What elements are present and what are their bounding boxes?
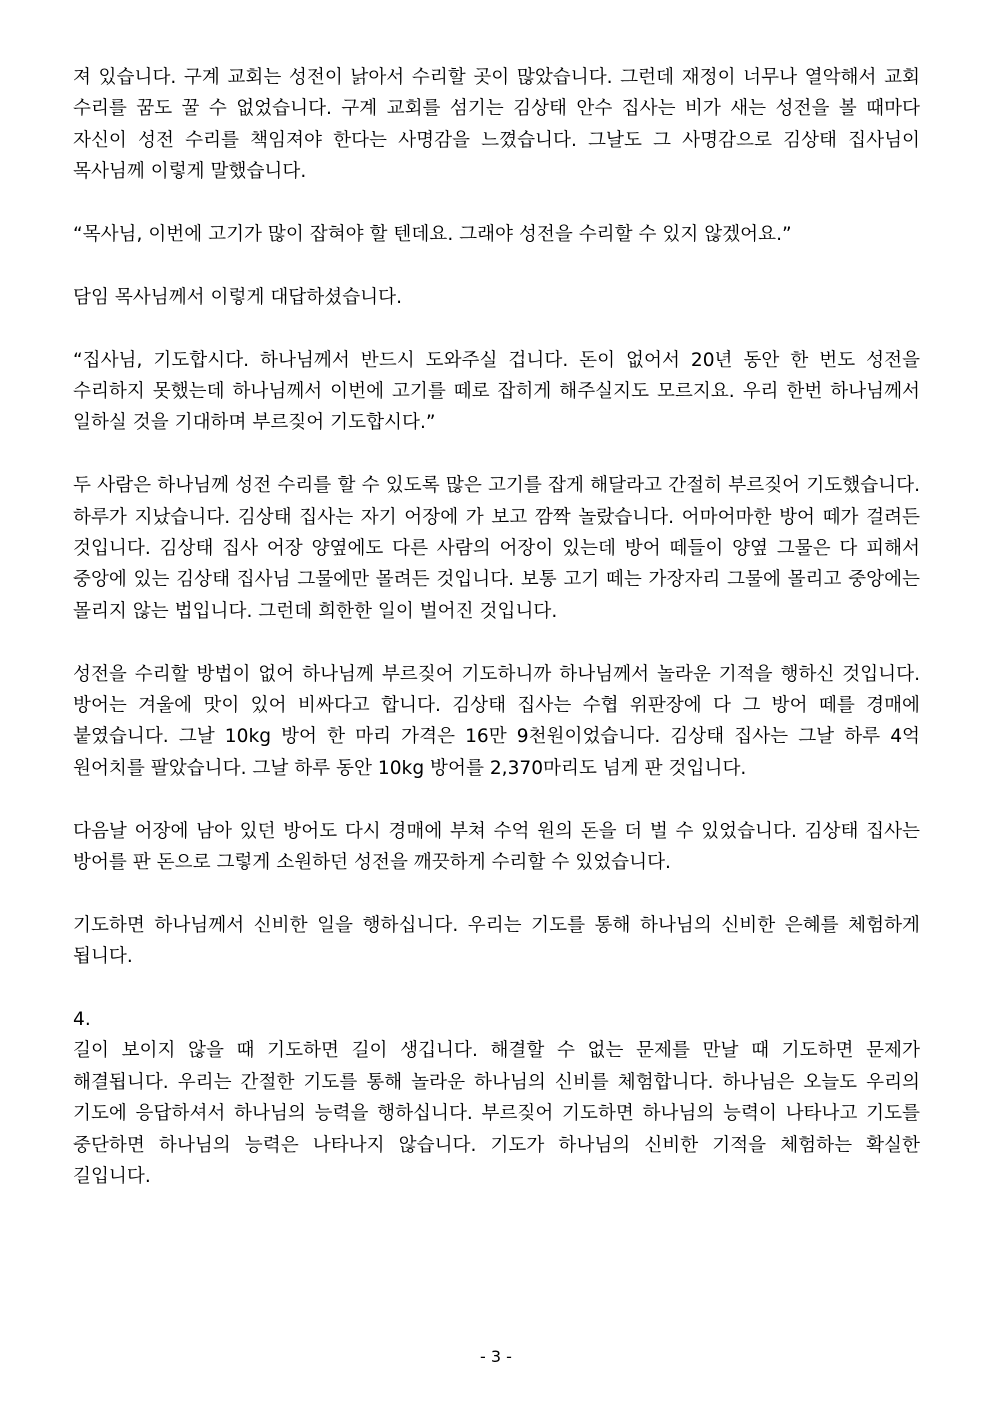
paragraph-pastor-reply-intro: 담임 목사님께서 이렇게 대답하셨습니다. <box>73 286 402 308</box>
paragraph-auction-sales: 성전을 수리할 방법이 없어 하나님께 부르짖어 기도하니까 하나님께서 놀라운 기적을 행하신 것입니다. 방어는 겨울에 맛이 있어 비싸다고 합니다. 김상태 집사는 수협 위판장에 다 그 방어 떼를 경매에 붙였습니다. 그날 10kg 방어 한 마리 가격은 16만 9천원이었습니다. 김상태 집사는 그날 하루 4억 원어치를 팔았습니다. 그날 하루 동안 10kg 방어를 2,370마리도 넘게 판 것입니다. <box>73 663 920 779</box>
document-body <box>73 62 920 1193</box>
paragraph-pastor-quote: “집사님, 기도합시다. 하나님께서 반드시 도와주실 겁니다. 돈이 없어서 20년 동안 한 번도 성전을 수리하지 못했는데 하나님께서 이번에 고기를 떼로 잡히게 해주실지도 모르지요. 우리 한번 하나님께서 일하실 것을 기대하며 부르짖어 기도합시다.” <box>73 349 920 434</box>
page-number: - 3 - <box>480 1347 512 1366</box>
paragraph-fish-catch: 두 사람은 하나님께 성전 수리를 할 수 있도록 많은 고기를 잡게 해달라고 간절히 부르짖어 기도했습니다. 하루가 지났습니다. 김상태 집사는 자기 어장에 가 보고 깜짝 놀랐습니다. 어마어마한 방어 떼가 걸려든 것입니다. 김상태 집사 어장 양옆에도 다른 사람의 어장이 있는데 방어 떼들이 양옆 그물은 다 피해서 중앙에 있는 김상태 집사님 그물에만 몰려든 것입니다. 보통 고기 떼는 가장자리 그물에 몰리고 중앙에는 몰리지 않는 법입니다. 그런데 희한한 일이 벌어진 것입니다. <box>73 475 920 622</box>
paragraph-church-repaired: 다음날 어장에 남아 있던 방어도 다시 경매에 부쳐 수억 원의 돈을 더 벌 수 있었습니다. 김상태 집사는 방어를 판 돈으로 그렇게 소원하던 성전을 깨끗하게 수리할 수 있었습니다. <box>73 820 920 874</box>
paragraph-deacon-quote: “목사님, 이번에 고기가 많이 잡혀야 할 텐데요. 그래야 성전을 수리할 수 있지 않겠어요.” <box>73 224 792 246</box>
paragraph-section-4: 길이 보이지 않을 때 기도하면 길이 생깁니다. 해결할 수 없는 문제를 만날 때 기도하면 문제가 해결됩니다. 우리는 간절한 기도를 통해 놀라운 하나님의 신비를 체험합니다. 하나님은 오늘도 우리의 기도에 응답하셔서 하나님의 능력을 행하십니다. 부르짖어 기도하면 하나님의 능력이 나타나고 기도를 중단하면 하나님의 능력은 나타나지 않습니다. 기도가 하나님의 신비한 기적을 체험하는 확실한 길입니다. <box>73 1040 920 1188</box>
paragraph-prayer-mystery: 기도하면 하나님께서 신비한 일을 행하십니다. 우리는 기도를 통해 하나님의 신비한 은혜를 체험하게 됩니다. <box>73 914 920 968</box>
paragraph-church-repair-context: 져 있습니다. 구계 교회는 성전이 낡아서 수리할 곳이 많았습니다. 그런데 재정이 너무나 열악해서 교회 수리를 꿈도 꿀 수 없었습니다. 구계 교회를 섬기는 김상태 안수 집사는 비가 새는 성전을 볼 때마다 자신이 성전 수리를 책임져야 한다는 사명감을 느꼈습니다. 그날도 그 사명감으로 김상태 집사님이 목사님께 이렇게 말했습니다. <box>73 67 920 183</box>
section-number: 4. <box>73 1009 91 1031</box>
